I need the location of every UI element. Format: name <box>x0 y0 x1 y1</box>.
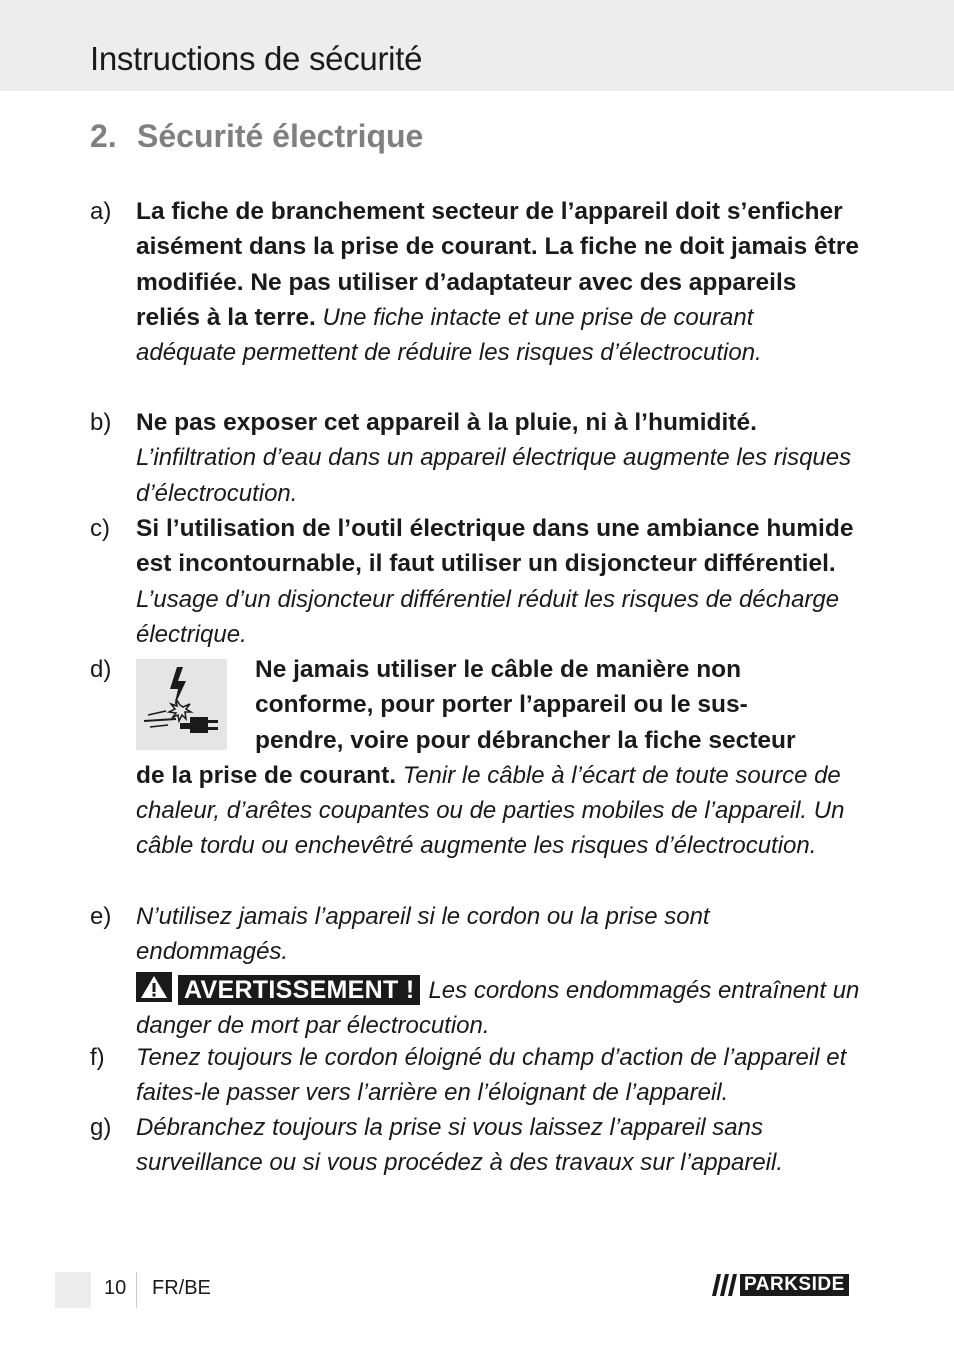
item-a-bold: La fiche de branchement secteur de l’appareil doit s’enficher aisément dans la prise de courant. La fiche ne doit jamais être modifiée. Ne pas utiliser d’adaptateur avec des appareils reliés à la terre. <box>136 198 859 331</box>
item-c-bold: Si l’utilisation de l’outil électrique dans une ambiance humide est incontournable, il faut utiliser un disjoncteur différentiel. <box>136 515 854 578</box>
section-heading <box>90 118 423 155</box>
item-d-bold-line-4: de la prise de courant. <box>136 761 397 789</box>
item-a-italic: Une fiche intacte et une prise de courant adéquate permettent de réduire les risques d’électrocution. <box>136 303 762 367</box>
item-d-bold-line-1: Ne jamais utiliser le câble de manière non <box>255 656 742 683</box>
list-item-e <box>90 899 860 1043</box>
item-g-italic: Débranchez toujours la prise si vous laissez l’appareil sans surveillance ou si vous procédez à des travaux sur l’appareil. <box>136 1114 784 1177</box>
item-letter: f) <box>90 1044 105 1071</box>
warning-label: AVERTISSEMENT ! <box>178 975 420 1005</box>
list-item-b <box>90 405 860 511</box>
item-d-italic: Tenir le câble à l’écart de toute source de chaleur, d’arêtes coupantes ou de parties mobiles de l’appareil. Un câble tordu ou enchevêtré augmente les risques d’électrocution. <box>136 761 845 860</box>
page-title: Instructions de sécurité <box>90 40 423 77</box>
section-title: Sécurité électrique <box>137 118 424 154</box>
list-item-c <box>90 511 860 652</box>
item-c-italic: L’usage d’un disjoncteur différentiel réduit les risques de décharge électrique. <box>136 585 840 648</box>
footer-marker <box>55 1272 91 1308</box>
item-d-bold-line-3: pendre, voire pour débrancher la fiche secteur <box>255 726 796 754</box>
list-item-g <box>90 1110 860 1181</box>
item-e-italic: N’utilisez jamais l’appareil si le cordon ou la prise sont endommagés. <box>136 903 710 966</box>
item-letter: d) <box>90 656 112 683</box>
brand-logo <box>712 1274 849 1296</box>
item-letter: b) <box>90 409 112 436</box>
page-number: 10 <box>104 1277 127 1299</box>
section-number: 2. <box>90 118 117 154</box>
brand-name: PARKSIDE <box>740 1274 849 1296</box>
list-item-f <box>90 1040 860 1111</box>
list-item-d <box>90 652 860 864</box>
item-f-italic: Tenez toujours le cordon éloigné du champ d’action de l’appareil et faites-le passer vers l’arrière en l’éloignant de l’appareil. <box>136 1044 847 1107</box>
item-b-italic: L’infiltration d’eau dans un appareil électrique augmente les risques d’électrocution. <box>136 444 852 507</box>
item-letter: c) <box>90 515 110 542</box>
list-item-a <box>90 194 860 370</box>
item-letter: g) <box>90 1114 112 1141</box>
item-letter: a) <box>90 198 112 225</box>
brand-stripes-icon <box>712 1274 740 1296</box>
warning-triangle-icon <box>136 972 172 1002</box>
footer-divider <box>136 1272 137 1308</box>
item-d-bold-line-2: conforme, pour porter l’appareil ou le sus- <box>255 691 748 719</box>
item-letter: e) <box>90 903 112 930</box>
language-code: FR/BE <box>152 1277 211 1299</box>
item-b-bold: Ne pas exposer cet appareil à la pluie, ni à l’humidité. <box>136 409 757 436</box>
item-e-warning-text: Les cordons endommagés entraînent un danger de mort par électrocution. <box>136 976 860 1039</box>
